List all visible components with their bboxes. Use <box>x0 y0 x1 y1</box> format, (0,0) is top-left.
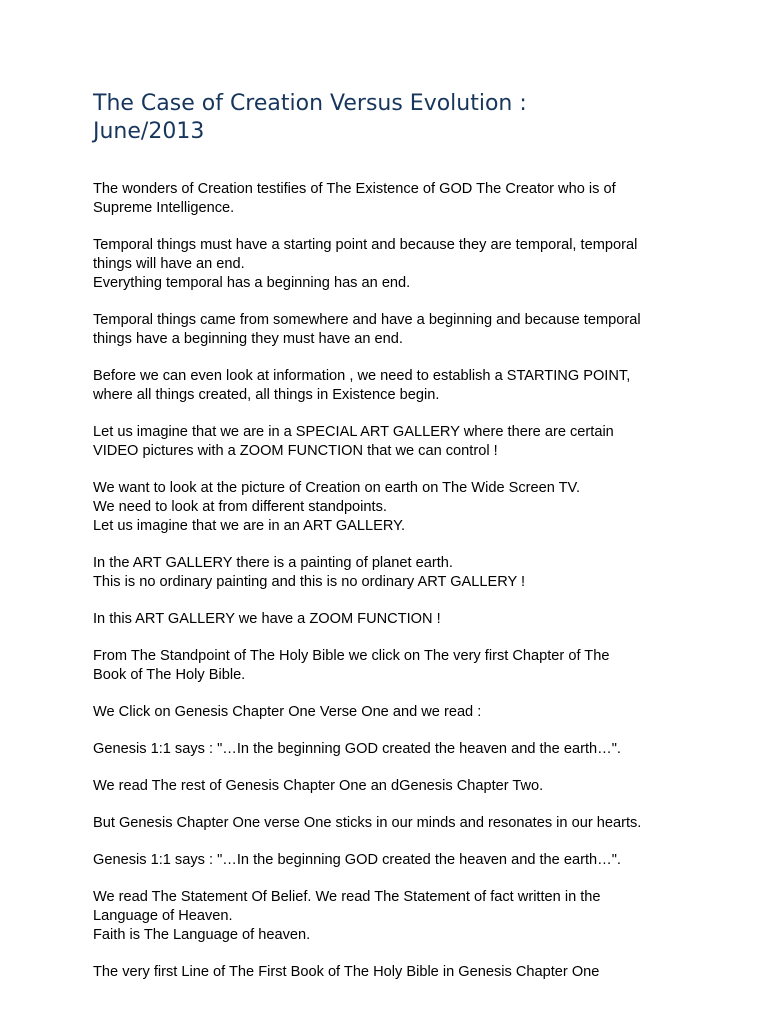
paragraph-line: We want to look at the picture of Creation on earth on The Wide Screen TV. <box>93 480 581 496</box>
paragraph-line: Temporal things came from somewhere and have a beginning and because temporal <box>93 312 641 328</box>
paragraph <box>93 777 693 796</box>
paragraph-line: The wonders of Creation testifies of The Existence of GOD The Creator who is of <box>93 181 616 197</box>
paragraph <box>93 479 693 536</box>
paragraph-line: We read The Statement Of Belief. We read The Statement of fact written in the <box>93 889 601 905</box>
paragraph <box>93 180 693 218</box>
document-title <box>93 90 693 146</box>
document-body <box>93 180 693 1000</box>
paragraph-line: Genesis 1:1 says : "…In the beginning GOD created the heaven and the earth…". <box>93 852 621 868</box>
paragraph-line: Faith is The Language of heaven. <box>93 927 311 943</box>
paragraph <box>93 423 693 461</box>
paragraph-line: From The Standpoint of The Holy Bible we click on The very first Chapter of The <box>93 648 610 664</box>
paragraph <box>93 851 693 870</box>
paragraph-line: Temporal things must have a starting point and because they are temporal, temporal <box>93 237 638 253</box>
paragraph-line: Before we can even look at information , we need to establish a STARTING POINT, <box>93 368 631 384</box>
paragraph <box>93 367 693 405</box>
paragraph-line: Everything temporal has a beginning has an end. <box>93 275 411 291</box>
paragraph-line: We need to look at from different standpoints. <box>93 499 387 515</box>
paragraph-line: But Genesis Chapter One verse One sticks in our minds and resonates in our hearts. <box>93 815 642 831</box>
paragraph <box>93 236 693 293</box>
paragraph <box>93 888 693 945</box>
paragraph-line: things have a beginning they must have an end. <box>93 331 403 347</box>
paragraph <box>93 814 693 833</box>
paragraph-line: Genesis 1:1 says : "…In the beginning GOD created the heaven and the earth…". <box>93 741 621 757</box>
paragraph-line: VIDEO pictures with a ZOOM FUNCTION that we can control ! <box>93 443 498 459</box>
paragraph-line: things will have an end. <box>93 256 245 272</box>
title-line: June/2013 <box>93 119 205 144</box>
paragraph <box>93 311 693 349</box>
paragraph <box>93 610 693 629</box>
title-line: The Case of Creation Versus Evolution : <box>93 91 527 116</box>
paragraph-line: In the ART GALLERY there is a painting of planet earth. <box>93 555 453 571</box>
paragraph <box>93 554 693 592</box>
paragraph-line: Language of Heaven. <box>93 908 233 924</box>
paragraph-line: The very first Line of The First Book of The Holy Bible in Genesis Chapter One <box>93 964 600 980</box>
paragraph <box>93 647 693 685</box>
paragraph-line: Let us imagine that we are in a SPECIAL ART GALLERY where there are certain <box>93 424 614 440</box>
paragraph <box>93 963 693 982</box>
paragraph-line: We read The rest of Genesis Chapter One an dGenesis Chapter Two. <box>93 778 544 794</box>
paragraph-line: where all things created, all things in Existence begin. <box>93 387 440 403</box>
paragraph <box>93 703 693 722</box>
paragraph <box>93 740 693 759</box>
paragraph-line: Book of The Holy Bible. <box>93 667 246 683</box>
paragraph-line: This is no ordinary painting and this is no ordinary ART GALLERY ! <box>93 574 526 590</box>
paragraph-line: We Click on Genesis Chapter One Verse One and we read : <box>93 704 482 720</box>
paragraph-line: Let us imagine that we are in an ART GALLERY. <box>93 518 406 534</box>
paragraph-line: Supreme Intelligence. <box>93 200 235 216</box>
paragraph-line: In this ART GALLERY we have a ZOOM FUNCTION ! <box>93 611 441 627</box>
